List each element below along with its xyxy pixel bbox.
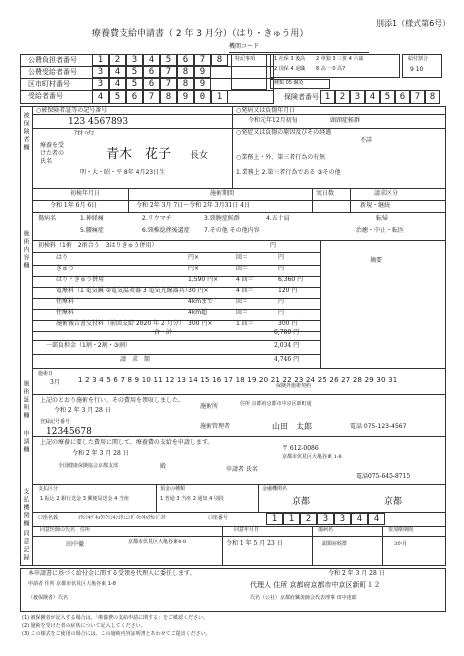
fee-unit: 円×	[188, 265, 200, 272]
doctor-side-label: 同意記録	[22, 530, 29, 562]
fee-name: 往療料	[56, 309, 75, 316]
total-value: 6,780 円	[274, 329, 300, 336]
doctor-disease: 頭頸症候群	[322, 541, 348, 547]
birth-date: 明・大・昭・平 8年 4月23日生	[80, 169, 166, 176]
holder-label: 口座名義	[38, 515, 59, 521]
account-digit: 4	[368, 513, 385, 525]
fee-name: はり	[56, 254, 69, 261]
holder-value: ｺｳｼﾝｷﾂﾞｷｮｳﾄﾌｼﾝｷﾝｺｳﾐﾆﾝﾀﾞｲｾｲｷｮｳｶﾝｼﾞﾖｳ	[78, 515, 166, 521]
apply-honor: 殿	[160, 463, 167, 470]
days-label: 実日数	[316, 190, 335, 197]
fee-times: 1 回＝	[236, 320, 254, 327]
special-label: 特記事項	[235, 56, 256, 62]
payer-digit: 4	[143, 54, 160, 66]
disease-item: 7.その他 その他内容	[204, 227, 260, 234]
bank-side-label: 支払機関欄	[22, 488, 29, 528]
fee-unit: 4km超	[188, 309, 208, 316]
payer-digit: 2	[109, 54, 126, 66]
bank-branch: 京都	[384, 497, 403, 507]
doctor-disease-label: 傷病名	[318, 527, 334, 533]
date-label: 施術日	[38, 371, 54, 377]
account-digit: 2	[300, 513, 317, 525]
insurer-label: 受給者番号	[28, 92, 63, 100]
cause-label: ○発症又は負傷の原因及びその経過	[236, 129, 332, 136]
q2-label: ○業務上・外、第三者行為の有無	[236, 154, 326, 161]
treatment-side-label: 施術内容欄	[22, 230, 29, 270]
benefit-value: 9 10	[410, 66, 424, 73]
fee-times: 回＝	[236, 254, 249, 261]
delegate-name-label: （被保険者）氏名	[28, 595, 69, 601]
account-no-label: 口座番号	[208, 515, 229, 521]
insurer-digit: 7	[143, 90, 160, 104]
bank-name: 京都	[292, 497, 311, 507]
apply-phone: 電話075-645-8715	[356, 473, 411, 480]
reg-value: 12345678	[46, 427, 92, 437]
category-3: 2 単独 3 三併 4 六歳	[316, 56, 364, 62]
clinic-address: 住所 京都府京都市中京区新町通	[240, 401, 312, 407]
doctor-period: 3か月	[394, 541, 408, 547]
disease-item: 4.五十肩	[266, 215, 290, 222]
doctor-address: 京都市伏見区大亀谷東4-8	[128, 539, 187, 545]
symbol-value: 123 4567893	[68, 117, 129, 127]
outcome-label: 転帰	[376, 215, 389, 222]
payer-digit: 3	[126, 54, 143, 66]
city-digit: 4	[109, 78, 126, 90]
fee-amount: 円	[278, 265, 285, 272]
period-value: 令和 2年 3月 7日～令和 2年 3月31日 4日	[136, 202, 250, 209]
insurer-no-digit: 4	[365, 90, 380, 104]
recipient-digit: 4	[109, 66, 126, 78]
account-type-options: 1 普通 3 当座 2 通知 4 別段	[160, 496, 224, 502]
date-list: 1 2 3 4 5 6 7 8 9 10 11 12 13 14 15 16 17 18 19 20 21 22 23 24 25 26 27 28 29 30 31	[78, 376, 398, 384]
category-4: 8 高一 0 高7	[316, 66, 346, 72]
first-visit-value: 令和 1年 6月 6日	[50, 202, 98, 209]
apply-side-label: 申請欄	[22, 430, 29, 454]
disease-item: 3.頸腕症候群	[204, 215, 240, 222]
fee-amount: 円	[278, 309, 285, 316]
injury-value: 頭頸症候群	[330, 117, 361, 124]
claim-label: 請 求 額	[120, 356, 151, 363]
fee-unit: 30 円×	[188, 287, 209, 294]
fee-times: 4 回＝	[236, 276, 254, 283]
account-type-label: 預金の種類	[160, 486, 186, 492]
date-month: 3月	[50, 379, 60, 386]
fee-name: 施術報告書交付料（前回支給 2020 年 2 月分）	[56, 320, 185, 327]
delegate-date: 令和 2 年 3 月 28 日	[328, 570, 385, 577]
fee-amount: 300 円	[278, 320, 298, 327]
insurer-no-digit: 6	[395, 90, 410, 104]
consent-text: 上記のとおり施術を行い、その費用を領収しました。	[40, 397, 185, 404]
insurer-no-digit: 2	[335, 90, 350, 104]
manager-label: 施術管理者	[200, 423, 231, 430]
city-digit: 5	[126, 78, 143, 90]
account-digit: 3	[317, 513, 334, 525]
insurer-no-digit: 5	[380, 90, 395, 104]
recipient-name: 青木 花子	[106, 147, 172, 162]
recipient-digit: 3	[92, 66, 109, 78]
fee-amount: 120 円	[278, 287, 298, 294]
delegate-agent-name: 氏名（公社）京都府鍼灸師会代表理事 田中達郎	[250, 595, 357, 601]
doctor-name: 田中徹	[66, 541, 85, 548]
delegate-text: 本申請書に基づく給付金に関する受領を代理人に委任します。	[28, 570, 196, 577]
note-item: (2) 施術を受けた者の症状について記入してください。	[22, 623, 146, 629]
recipient-digit: 8	[177, 66, 194, 78]
payer-digit: 5	[160, 54, 177, 66]
q1-answer: 1.業務上 2.第三者行為である ③その他	[236, 169, 341, 176]
recipient-digit: 9	[194, 66, 211, 78]
fee-times: 4 回＝	[236, 287, 254, 294]
account-digit: 1	[283, 513, 300, 525]
apply-name-label: 申請者 氏名	[226, 466, 258, 473]
bank-name-label: 金融機関名	[262, 486, 288, 492]
first-visit-label: 初検年月日	[70, 190, 101, 197]
recipient-digit: 6	[143, 66, 160, 78]
remarks-label: 摘要	[370, 257, 383, 264]
category-1: 1 社保 3 後高	[274, 56, 306, 62]
apply-org: 全国健康保険協会京都支部	[58, 463, 119, 469]
disease-item: 1.神経痛	[80, 215, 104, 222]
fee-name: 電療料（1 電気鍼 ②電気温灸器 3 電気光線器具）	[56, 287, 191, 294]
relation: 長女	[190, 151, 209, 161]
recipient-digit: 5	[126, 66, 143, 78]
payment-label: 支払区分	[38, 486, 59, 492]
fee-amount: 円	[278, 254, 285, 261]
symbol-label: ○被保険者証等の記号番号	[36, 107, 108, 114]
note-item: (1) 被保険者が記入する場合は、「療養費の支給申請に関する」をご確認ください。	[22, 615, 209, 621]
city-digit: 3	[92, 78, 109, 90]
claim-value: 4,746 円	[274, 356, 300, 363]
request-label: 請求区分	[374, 190, 399, 197]
total-label: 合 計	[154, 329, 173, 336]
disease-label: 傷病名	[38, 215, 57, 222]
category-2: 2 国保 4 退職	[274, 66, 306, 72]
disease-item: 6.頸椎捻挫後遺症	[142, 227, 190, 234]
insurer-digit: 0	[194, 90, 211, 104]
insurer-digit: 6	[126, 90, 143, 104]
city-label: 区市町村番号	[28, 80, 70, 88]
fee-name: はり・きゅう併用	[56, 276, 105, 283]
form-number: 別添1（様式第6号）	[376, 19, 451, 28]
note-item: (3) この様式をご使用の場合には、この施術内容証明書とあわせてご提出ください。	[22, 631, 211, 637]
fee-unit: 円×	[188, 254, 200, 261]
recipient-name-label: 療養を受けた者の氏名	[40, 142, 65, 165]
city-digit: 9	[194, 78, 211, 90]
doctor-header: 同意医師の氏名 住所	[40, 527, 91, 533]
contract-label: 保険外施術契約	[276, 383, 312, 389]
insurer-no-digit: 7	[410, 90, 425, 104]
recipient-label: 公費受給者番号	[28, 68, 77, 76]
cause-value: 不詳	[360, 137, 373, 144]
consent-date: 令和 2 年 3 月 28 日	[54, 407, 111, 414]
disease-item: 2.リウマチ	[142, 215, 172, 222]
request-value: 新規・継続	[360, 202, 391, 209]
fee-name: 往療料	[56, 298, 75, 305]
insurer-digit: 4	[92, 90, 109, 104]
payment-options: 1 振込 2 銀行送金 3 郵便局送金 4 当座	[40, 496, 129, 502]
disease-item: 5.腰痛症	[80, 227, 104, 234]
manager-name: 山田 太郎	[272, 422, 312, 431]
apply-date: 令和 2 年 3 月 28 日	[72, 450, 129, 457]
insurer-digit: 9	[177, 90, 194, 104]
payer-digit: 8	[211, 54, 228, 66]
doctor-date-label: 同意年月日	[234, 527, 260, 533]
fee-header-unit: 円	[270, 242, 277, 249]
benefit-label: 給付割合	[408, 56, 429, 62]
insurer-digit: 5	[109, 90, 126, 104]
fee-unit: 300 円×	[188, 320, 213, 327]
clinic-label: 施術所	[200, 403, 219, 410]
fee-amount: 6,360 円	[278, 276, 304, 283]
apply-address: 京都市伏見区大亀谷東 1-8	[282, 454, 342, 460]
apply-postal: 〒 612-0086	[282, 445, 319, 452]
form-title: 療養費支給申請書（ 2 年 3 月分）（はり・きゅう用）	[92, 29, 309, 39]
office-code-label: 機関コード	[229, 43, 260, 50]
account-digit: 3	[334, 513, 351, 525]
apply-text: 上記の療養に要した費用に関して、療養費の支給を申請します。	[40, 439, 214, 446]
fee-times: 回＝	[236, 265, 249, 272]
payer-digit: 1	[92, 54, 109, 66]
fee-header: 初検料（1術 2術合う 3はりきゅう併用）	[38, 242, 158, 249]
issue-value: 令和元年12月初旬	[248, 117, 298, 124]
issue-label: ○発病又は負傷年月日	[236, 107, 296, 114]
reg-label: 登録記号番号	[40, 419, 71, 425]
fee-name: きゅう	[56, 265, 75, 272]
outcome-value: 治癒・中止・転医	[356, 227, 405, 234]
fee-unit: 1,590 円×	[188, 276, 219, 283]
account-digit: 1	[266, 513, 283, 525]
delegate-agent: 代理人 住所 京都府京都市中京区新町１２	[250, 581, 381, 589]
payer-digit: 7	[194, 54, 211, 66]
fee-times: 回＝	[236, 298, 249, 305]
copay-value: 2,034 円	[274, 342, 300, 349]
insurer-no-digit: 8	[425, 90, 440, 104]
insurer-no-label: 保険者番号	[284, 93, 319, 101]
city-digit: 6	[143, 78, 160, 90]
recipient-digit: 7	[160, 66, 177, 78]
account-digit: 4	[351, 513, 368, 525]
delegate-applicant: 申請者 住所 京都市伏見区大亀谷東 1-8	[28, 581, 116, 587]
fee-amount: 円	[278, 298, 285, 305]
city-digit: 7	[160, 78, 177, 90]
insurer-digit: 8	[160, 90, 177, 104]
cert-side-label: 施術証明欄	[22, 380, 29, 420]
manager-phone: 電話 075-123-4567	[350, 423, 407, 430]
insurer-no-digit: 3	[350, 90, 365, 104]
insurer-digit: 1	[211, 90, 228, 104]
insured-side-label: 被保険者欄	[22, 112, 29, 152]
city-digit: 8	[177, 78, 194, 90]
fee-unit: 4kmまで	[188, 298, 214, 305]
doctor-date: 令和 1 年 5 月 23 日	[226, 540, 283, 547]
payer-label: 公費負担者番号	[28, 56, 77, 64]
doctor-period-label: 要加療期間	[388, 527, 414, 533]
period-label: 施術期間	[210, 190, 235, 197]
kind-label: 種類 05 鍼灸	[274, 80, 304, 86]
name-furigana: ｱｵｷ ﾊﾅｺ	[74, 130, 94, 137]
fee-times: 回＝	[236, 309, 249, 316]
copay-label: 一部負担金（1割・2割・③割）	[46, 342, 132, 349]
payer-digit: 6	[177, 54, 194, 66]
insurer-no-digit: 1	[320, 90, 335, 104]
